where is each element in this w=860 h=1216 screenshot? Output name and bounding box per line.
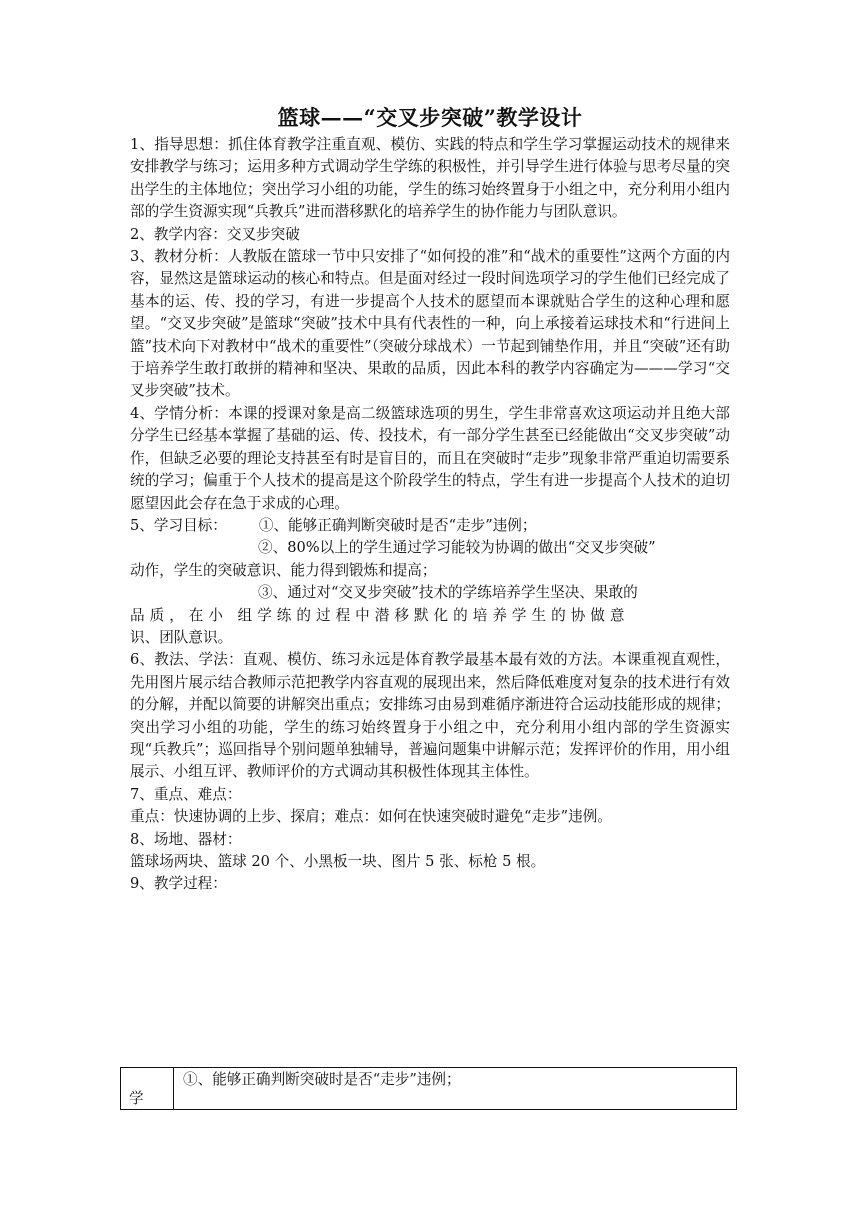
- section-venue-body: 篮球场两块、篮球 20 个、小黑板一块、图片 5 张、标枪 5 根。: [130, 853, 546, 870]
- section-key-points-heading: 7、重点、难点：: [130, 785, 242, 803]
- teaching-process-table: [120, 1067, 737, 1110]
- learning-goal-3-line3: 识、团队意识。: [130, 628, 233, 646]
- learning-goal-2-line1: ②、80%以上的学生通过学习能较为协调的做出“交叉步突破”: [258, 539, 656, 557]
- learning-goal-3-line1: ③、通过对“交叉步突破”技术的学练培养学生坚决、果敢的: [258, 584, 638, 602]
- document-title: 篮球——“交叉步突破”教学设计: [277, 105, 583, 130]
- section-teaching-process-heading: 9、教学过程：: [130, 875, 227, 893]
- section-learning-goals-line1: [130, 515, 730, 537]
- table-cell-content: ①、能够正确判断突破时是否“走步”违例；: [183, 1071, 461, 1088]
- learning-goal-2-line2: 动作，学生的突破意识、能力得到锻炼和提高；: [130, 561, 437, 579]
- section-student-analysis: 4、学情分析：本课的授课对象是高二级篮球选项的男生，学生非常喜欢这项运动并且绝大部分学生已经基本掌握了基础的运、传、投技术，有一部分学生甚至已经能做出“交叉步突破”动作，但缺乏必要的理论支持甚至有时是盲目的，而且在突破时“走步”现象非常严重迫切需要系统的学习；偏重于个人技术的提高是这个阶段学生的特点，学生有进一步提高个人技术的迫切愿望因此会存在急于求成的心理。: [130, 404, 730, 512]
- document-body: [130, 134, 730, 896]
- learning-goal-1: ①、能够正确判断突破时是否“走步”违例；: [258, 516, 537, 534]
- section-material-analysis: 3、教材分析：人教版在篮球一节中只安排了“如何投的准”和“战术的重要性”这两个方面的内容，显然这是篮球运动的核心和特点。但是面对经过一段时间选项学习的学生他们已经完成了基本的运、传、投的学习，有进一步提高个人技术的愿望而本课就贴合学生的这种心理和愿望。“交叉步突破”是篮球“突破”技术中具有代表性的一种，向上承接着运球技术和“行进间上篮”技术向下对教材中“战术的重要性”（突破分球战术）一节起到铺垫作用，并且“突破”还有助于培养学生敢打敢拼的精神和坚决、果敢的品质，因此本科的教学内容确定为———学习“交叉步突破”技术。: [130, 248, 730, 400]
- section-guiding-ideology: 1、指导思想：抓住体育教学注重直观、模仿、实践的特点和学生学习掌握运动技术的规律来安排教学与练习；运用多种方式调动学生学练的积极性，并引导学生进行体验与思考尽量的突出学生的主体地位；突出学习小组的功能，学生的练习始终置身于小组之中，充分利用小组内部的学生资源实现“兵教兵”进而潜移默化的培养学生的协作能力与团队意识。: [130, 136, 730, 221]
- section-venue-heading: 8、场地、器材：: [130, 830, 242, 848]
- section-teaching-content: 2、教学内容：交叉步突破: [130, 225, 300, 243]
- section-methods: 6、教法、学法：直观、模仿、练习永远是体育教学最基本最有效的方法。本课重视直观性，先用图片展示结合教师示范把教学内容直观的展现出来，然后降低难度对复杂的技术进行有效的分解，并配以简要的讲解突出重点；安排练习由易到难循序渐进符合运动技能形成的规律；突出学习小组的功能，学生的练习始终置身于小组之中，充分利用小组内部的学生资源实现“兵教兵”；巡回指导个别问题单独辅导，普遍问题集中讲解示范；发挥评价的作用，用小组展示、小组互评、教师评价的方式调动其积极性体现其主体性。: [130, 651, 730, 781]
- section-key-points-body: 重点：快速协调的上步、探肩；难点：如何在快速突破时避免“走步”违例。: [130, 808, 612, 826]
- learning-goals-label: 5、学习目标：: [130, 516, 227, 534]
- learning-goal-3-line2: 品质，在小 组学练的过程中潜移默化的培养学生的协做意: [130, 606, 630, 624]
- table-cell-label-text: 学: [129, 1090, 144, 1107]
- table-cell-label: [121, 1068, 174, 1109]
